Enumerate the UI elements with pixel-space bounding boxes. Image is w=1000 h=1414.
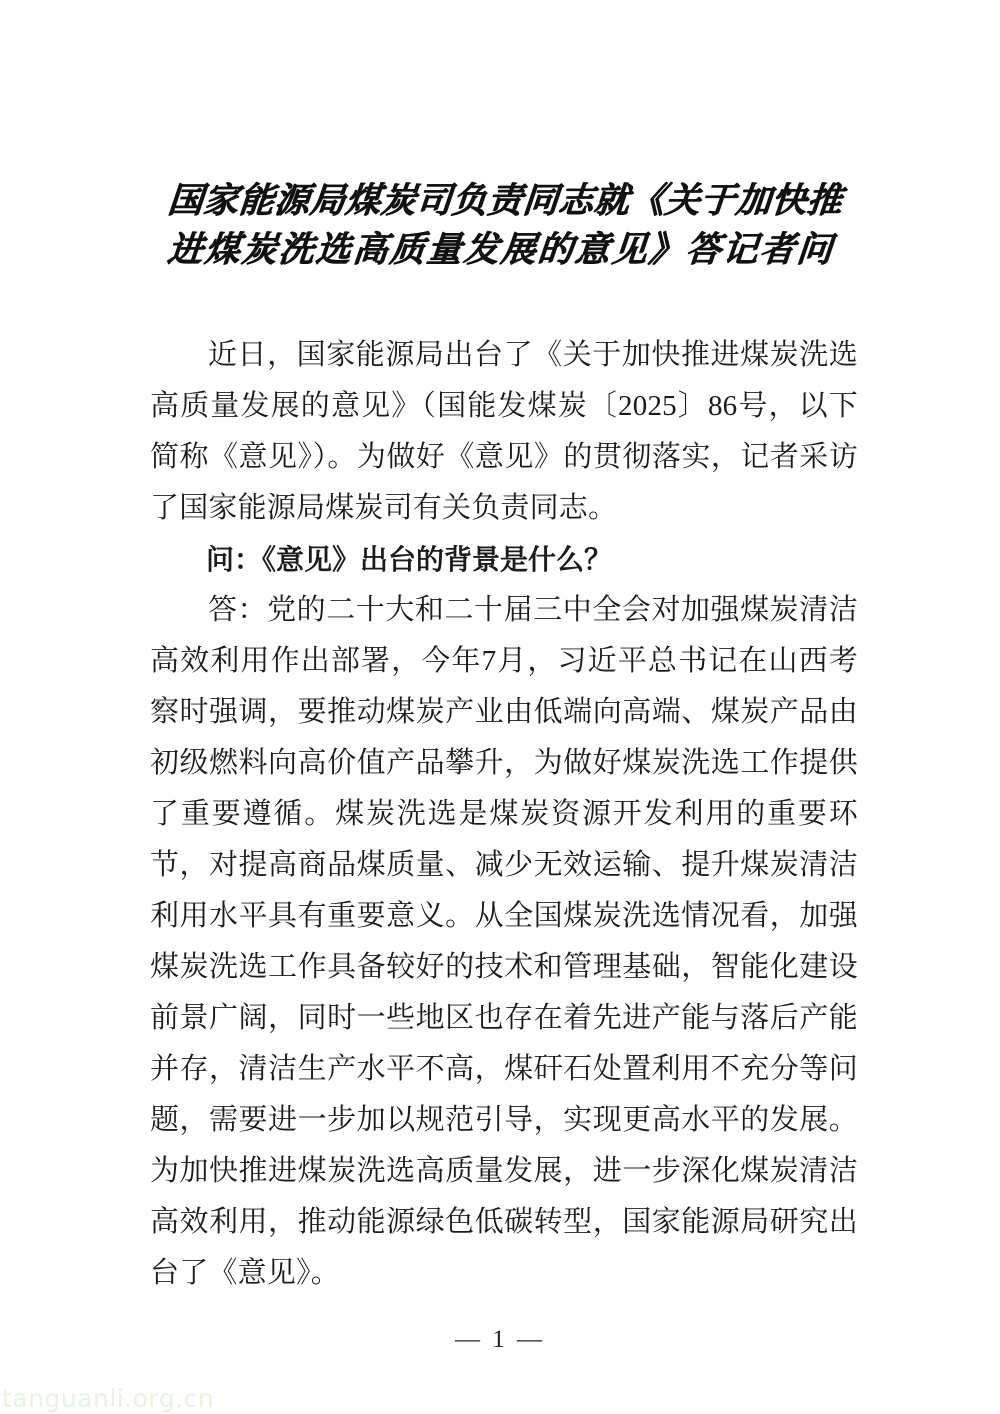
site-watermark: tanguanli.org.cn bbox=[2, 1384, 215, 1413]
page-title-line-2: 进煤炭洗选高质量发展的意见》答记者问 bbox=[166, 229, 836, 270]
page-number-footer: — 1 — bbox=[455, 1326, 545, 1353]
document-body bbox=[150, 330, 858, 1299]
question-heading-background: 问：《意见》出台的背景是什么？ bbox=[206, 543, 613, 576]
page-title-line-1: 国家能源局煤炭司负责同志就《关于加快推 bbox=[166, 180, 845, 221]
paragraph-answer-background: 答：党的二十大和二十届三中全会对加强煤炭清洁高效利用作出部署，今年7月，习近平总书记在山西考察时强调，要推动煤炭产业由低端向高端、煤炭产品由初级燃料向高价值产品攀升，为做好煤炭洗选工作提供了重要遵循。煤炭洗选是煤炭资源开发利用的重要环节，对提高商品煤质量、减少无效运输、提升煤炭清洁利用水平具有重要意义。从全国煤炭洗选情况看，加强煤炭洗选工作具备较好的技术和管理基础，智能化建设前景广阔，同时一些地区也存在着先进产能与落后产能并存，清洁生产水平不高，煤矸石处置利用不充分等问题，需要进一步加以规范引导，实现更高水平的发展。为加快推进煤炭洗选高质量发展，进一步深化煤炭清洁高效利用，推动能源绿色低碳转型，国家能源局研究出台了《意见》。 bbox=[150, 594, 858, 1289]
paragraph-intro: 近日，国家能源局出台了《关于加快推进煤炭洗选高质量发展的意见》（国能发煤炭〔2025〕86号，以下简称《意见》）。为做好《意见》的贯彻落实，记者采访了国家能源局煤炭司有关负责同志。 bbox=[150, 339, 858, 524]
page-title bbox=[146, 176, 861, 274]
